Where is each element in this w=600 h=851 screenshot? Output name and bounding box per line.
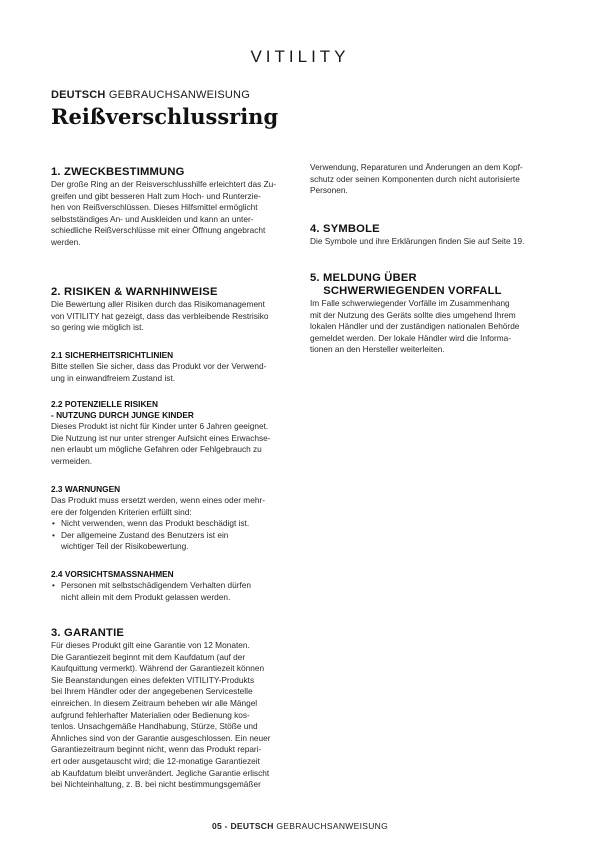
language-label: DEUTSCH bbox=[51, 89, 106, 101]
section-heading: 5. MELDUNG ÜBER SCHWERWIEGENDEN VORFALL bbox=[310, 272, 502, 297]
section-text: Der große Ring an der Reisverschlusshilfe erleichtert das Zu- greifen und gibt besseren Halt zum Hoch- und Runterzie- hen von Reißverschlüssen. Dieses Hilfsmittel ermöglicht selbstständiges An- und Auskleiden und kann an unter- schiedliche Reißverschlüsse mit einer Öffnung angebracht werden. bbox=[51, 179, 277, 247]
section-symbols bbox=[310, 223, 550, 248]
subsection-warnings bbox=[51, 484, 286, 553]
section-risks bbox=[51, 286, 286, 334]
section-incident-report bbox=[310, 272, 550, 356]
page-number: 05 - DEUTSCH bbox=[211, 821, 274, 831]
section-warranty-continued bbox=[310, 162, 550, 197]
page-title: Reißverschlussring bbox=[51, 104, 279, 129]
section-text: Verwendung, Reparaturen und Änderungen an dem Kopf- schutz oder seinen Komponenten durch nicht autorisierte Personen. bbox=[310, 162, 523, 196]
section-heading: 1. ZWECKBESTIMMUNG bbox=[51, 166, 185, 178]
section-purpose bbox=[51, 166, 286, 249]
document-subtitle bbox=[51, 89, 250, 101]
list-item: • Der allgemeine Zustand des Benutzers ist ein wichtiger Teil der Risikobewertung. bbox=[51, 530, 286, 553]
section-text: Die Bewertung aller Risiken durch das Risikomanagement von VITILITY hat gezeigt, dass das verbleibende Restrisiko so gering wie möglich ist. bbox=[51, 299, 269, 333]
subsection-text: Dieses Produkt ist nicht für Kinder unter 6 Jahren geeignet. Die Nutzung ist nur unter strenger Aufsicht eines Erwachse- nen erlaubt um mögliche Gefahren oder Fehlgebrauch zu vermeiden. bbox=[51, 421, 271, 466]
subsection-safety bbox=[51, 350, 286, 384]
subsection-precautions bbox=[51, 569, 286, 603]
section-text: Für dieses Produkt gilt eine Garantie von 12 Monaten. Die Garantiezeit beginnt mit dem Kaufdatum (auf der Kaufquittung vermerkt). Während der Garantiezeit können Sie Beanstandungen eines defekten VITILITY-Produkts bei Ihrem Händler oder der angegebenen Servicestelle einreichen. In diesem Zeitraum beheben wir alle Mängel aufgrund fehlerhafter Materialien oder Bedienung kos- tenlos. Unsachgemäße Handhabung, Stürze, Stöße und Ähnliches sind von der Garantie ausgeschlossen. Ein neuer Garantiezeitraum beginnt nicht, wenn das Produkt repari- ert oder ausgetauscht wird; die 12-monatige Garantiezeit ab Kaufdatum bleibt unverändert. Jegliche Garantie erlischt bei Nichteinhaltung, z. B. bei nicht bestimmungsgemäßer bbox=[51, 640, 271, 790]
section-heading: 2. RISIKEN & WARNHINWEISE bbox=[51, 286, 218, 298]
footer-doc-type: GEBRAUCHSANWEISUNG bbox=[276, 821, 389, 831]
section-text: Im Falle schwerwiegender Vorfälle im Zusammenhang mit der Nutzung des Geräts sollte dies umgehend Ihrem lokalen Händler und der zuständigen nationalen Behörde gemeldet werden. Der lokale Händler wird die Informa- tionen an den Hersteller weiterleiten. bbox=[310, 298, 520, 355]
section-warranty bbox=[51, 627, 286, 791]
precaution-list bbox=[51, 580, 286, 603]
subsection-text: Bitte stellen Sie sicher, dass das Produkt vor der Verwend- ung in einwandfreiem Zustand ist. bbox=[51, 361, 267, 383]
list-item: • Personen mit selbstschädigendem Verhalten dürfen nicht allein mit dem Produkt gelassen werden. bbox=[51, 580, 286, 603]
doc-type-label: GEBRAUCHSANWEISUNG bbox=[108, 89, 250, 101]
subsection-heading: 2.4 VORSICHTSMASSNAHMEN bbox=[51, 569, 174, 579]
brand-logo: VITILITY bbox=[250, 47, 350, 66]
section-text: Die Symbole und ihre Erklärungen finden Sie auf Seite 19. bbox=[310, 236, 525, 246]
section-heading: 4. SYMBOLE bbox=[310, 223, 380, 235]
section-heading: 3. GARANTIE bbox=[51, 627, 125, 639]
warning-list bbox=[51, 518, 286, 553]
subsection-text: Das Produkt muss ersetzt werden, wenn eines oder mehr- ere der folgenden Kriterien erfüllt sind: bbox=[51, 495, 265, 517]
subsection-heading: 2.2 POTENZIELLE RISIKEN - NUTZUNG DURCH JUNGE KINDER bbox=[51, 399, 194, 420]
subsection-heading: 2.1 SICHERHEITSRICHTLINIEN bbox=[51, 350, 174, 360]
list-item: • Nicht verwenden, wenn das Produkt beschädigt ist. bbox=[51, 518, 286, 530]
page-footer bbox=[0, 821, 600, 831]
subsection-heading: 2.3 WARNUNGEN bbox=[51, 484, 121, 494]
subsection-potential-risks bbox=[51, 399, 286, 467]
